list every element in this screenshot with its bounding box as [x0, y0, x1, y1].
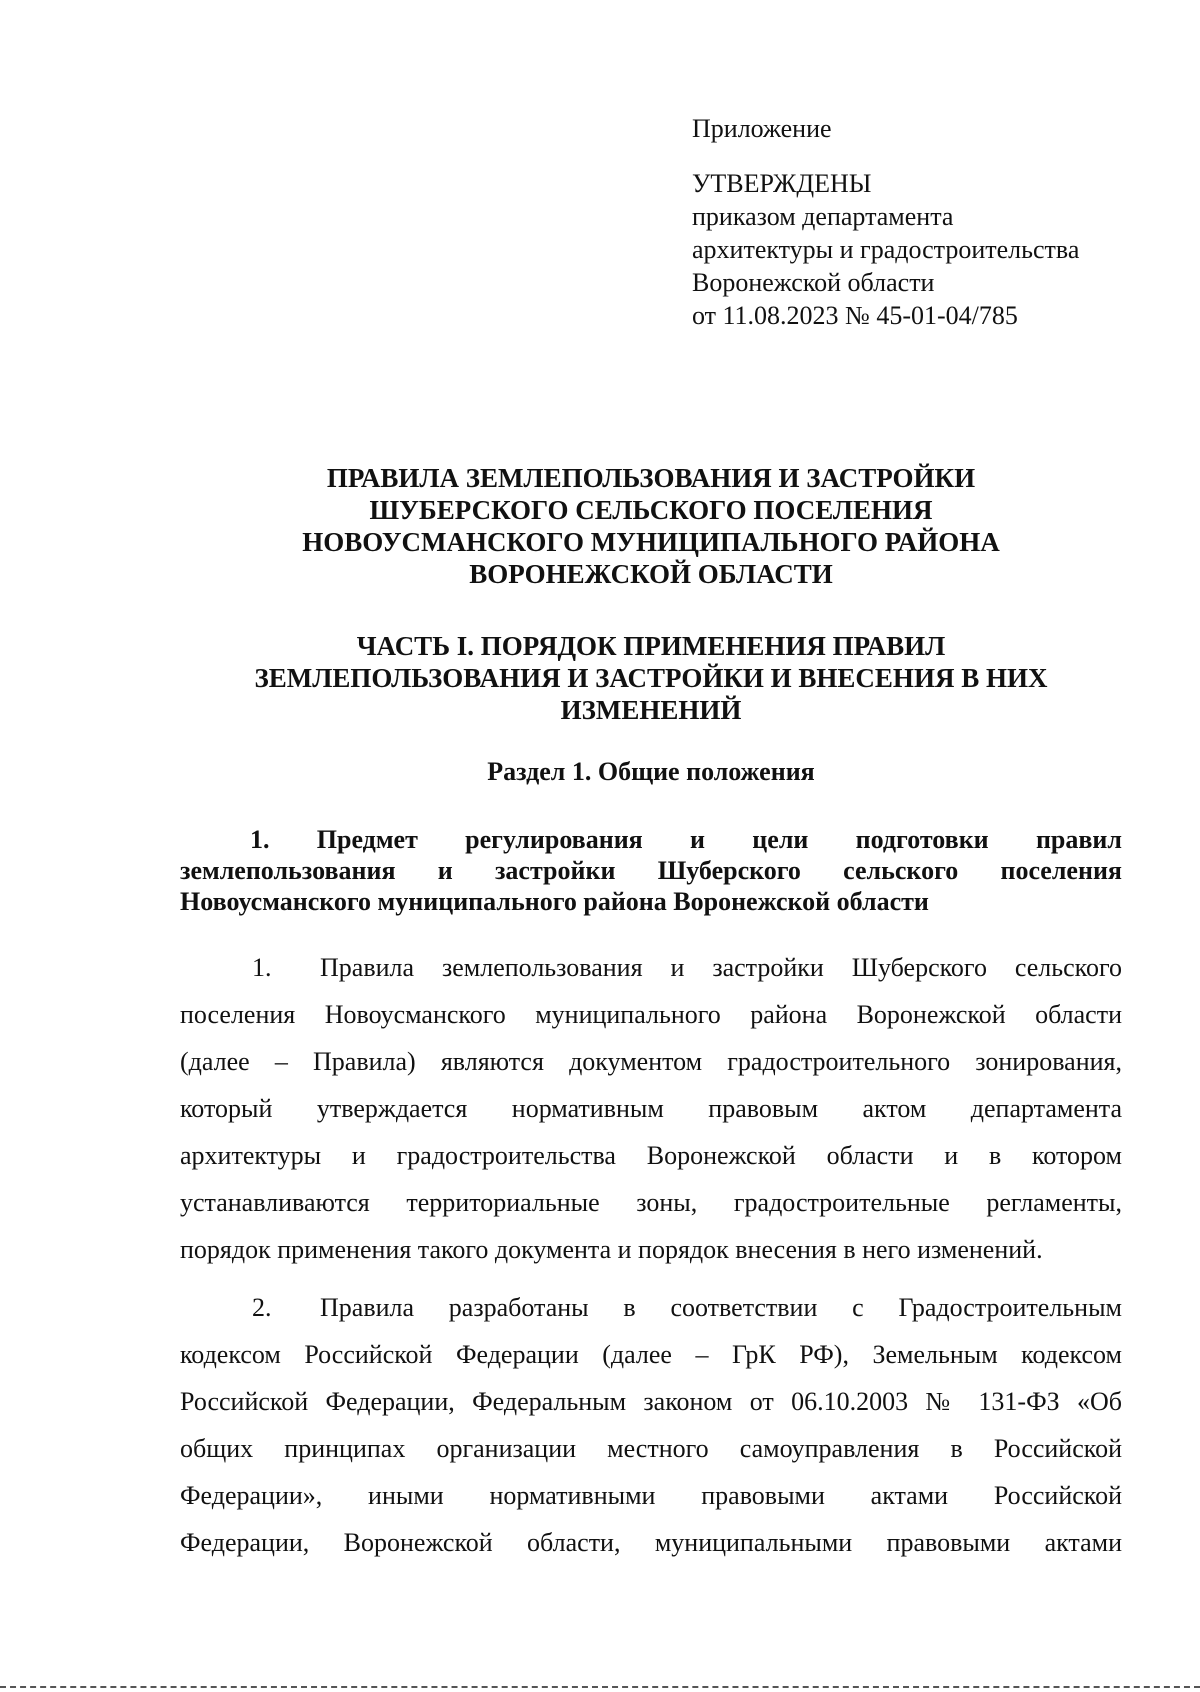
part-title — [180, 630, 1122, 726]
title-line: ВОРОНЕЖСКОЙ ОБЛАСТИ — [469, 559, 833, 589]
approval-order-number: от 11.08.2023 № 45-01-04/785 — [692, 301, 1018, 330]
paragraph-line: порядок применения такого документа и порядок внесения в него изменений. — [180, 1235, 1043, 1264]
approval-block — [692, 112, 1172, 332]
paragraph-2 — [180, 1284, 1122, 1566]
article-heading — [180, 824, 1122, 917]
article-heading-line: Новоусманского муниципального района Воронежской области — [180, 887, 929, 916]
title-line: ШУБЕРСКОГО СЕЛЬСКОГО ПОСЕЛЕНИЯ — [369, 495, 933, 525]
paragraph-line: кодексом Российской Федерации (далее – ГрК РФ), Земельным кодексом — [180, 1340, 1122, 1369]
paragraph-line: Федерации, Воронежской области, муниципальными правовыми актами — [180, 1528, 1122, 1557]
article-heading-line: землепользования и застройки Шуберского сельского поселения — [180, 856, 1122, 885]
paragraph-text: Правила разработаны в соответствии с Градостроительным — [320, 1293, 1122, 1322]
paragraph-line — [180, 944, 1122, 991]
paragraph-text: Правила землепользования и застройки Шуберского сельского — [320, 953, 1122, 982]
approval-line: архитектуры и градостроительства — [692, 235, 1080, 264]
approved-label: УТВЕРЖДЕНЫ — [692, 169, 872, 198]
document-title-block — [180, 462, 1122, 726]
paragraph-line — [180, 1284, 1122, 1331]
paragraph-number: 1. — [252, 953, 272, 982]
paragraph-line: (далее – Правила) являются документом градостроительного зонирования, — [180, 1047, 1122, 1076]
section-heading: Раздел 1. Общие положения — [487, 757, 815, 786]
page-bottom-divider — [0, 1686, 1200, 1688]
paragraph-1 — [180, 944, 1122, 1273]
paragraph-number: 2. — [252, 1293, 272, 1322]
title-line: ПРАВИЛА ЗЕМЛЕПОЛЬЗОВАНИЯ И ЗАСТРОЙКИ — [326, 463, 976, 493]
paragraph-line: который утверждается нормативным правовым актом департамента — [180, 1094, 1122, 1123]
paragraph-line: устанавливаются территориальные зоны, градостроительные регламенты, — [180, 1188, 1122, 1217]
paragraph-line: поселения Новоусманского муниципального района Воронежской области — [180, 1000, 1122, 1029]
part-title-line: ЗЕМЛЕПОЛЬЗОВАНИЯ И ЗАСТРОЙКИ И ВНЕСЕНИЯ В НИХ — [254, 663, 1048, 693]
approval-line: приказом департамента — [692, 202, 954, 231]
part-title-line: ЧАСТЬ I. ПОРЯДОК ПРИМЕНЕНИЯ ПРАВИЛ — [356, 631, 946, 661]
appendix-label: Приложение — [692, 114, 832, 143]
paragraph-line: общих принципах организации местного самоуправления в Российской — [180, 1434, 1122, 1463]
paragraph-line: архитектуры и градостроительства Воронежской области и в котором — [180, 1141, 1122, 1170]
paragraph-line: Российской Федерации, Федеральным законом от 06.10.2003 № 131-ФЗ «Об — [180, 1387, 1122, 1416]
paragraph-line: Федерации», иными нормативными правовыми актами Российской — [180, 1481, 1122, 1510]
part-title-line: ИЗМЕНЕНИЙ — [560, 695, 742, 725]
title-line: НОВОУСМАНСКОГО МУНИЦИПАЛЬНОГО РАЙОНА — [302, 527, 1000, 557]
document-title — [180, 462, 1122, 590]
approval-line: Воронежской области — [692, 268, 935, 297]
article-heading-line: 1. Предмет регулирования и цели подготовки правил — [250, 825, 1122, 854]
